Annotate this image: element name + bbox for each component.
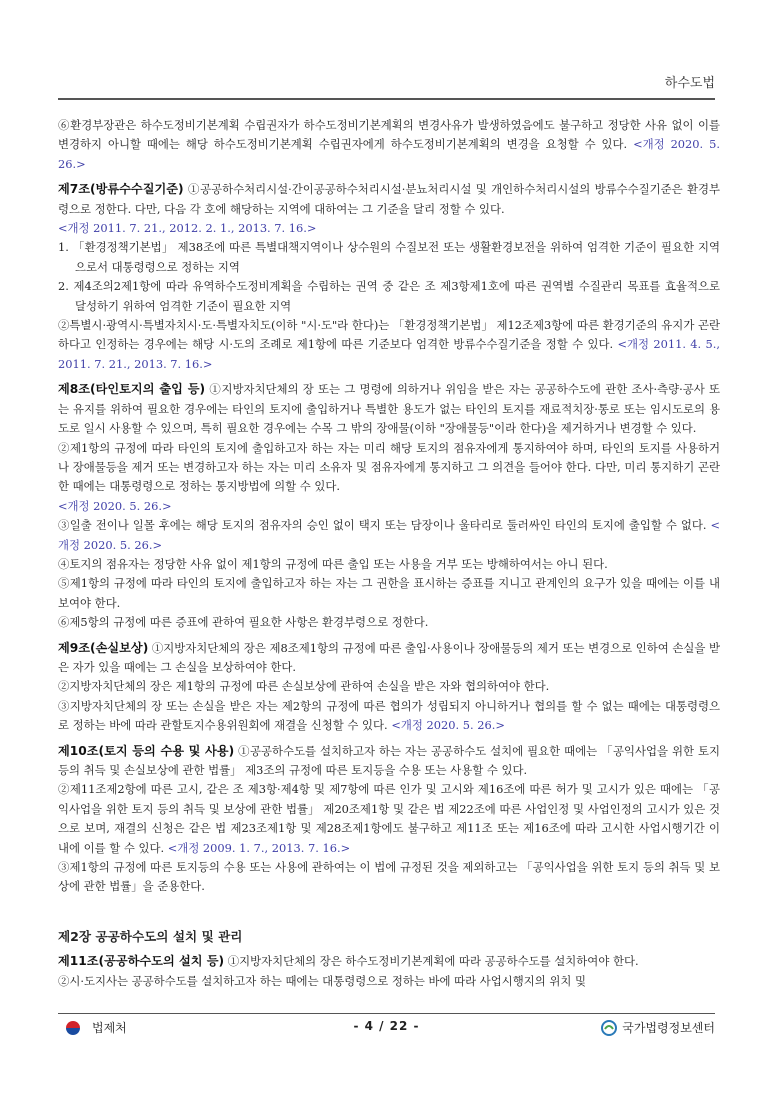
list-item: 2. 제4조의2제1항에 따라 유역하수도정비계획을 수립하는 권역 중 같은 조 제3항제1호에 따른 권역별 수질관리 목표를 효율적으로 달성하기 위하여 엄격한 기준이 필요한 지역 [58, 279, 720, 313]
page-number: - 4 / 22 - [353, 1019, 420, 1033]
paragraph: ⑤제1항의 규정에 따라 타인의 토지에 출입하고자 하는 자는 그 권한을 표시하는 증표를 지니고 관계인의 요구가 있을 때에는 이를 내보여야 한다. [58, 576, 720, 610]
header-divider [58, 98, 715, 100]
paragraph: ③지방자치단체의 장 또는 손실을 받은 자는 제2항의 규정에 따른 협의가 성립되지 아니하거나 협의를 할 수 없는 때에는 대통령령으로 정하는 바에 따라 관할토지수용위원회에 재결을 신청할 수 있다. <개정 2020. 5. 26.> [58, 698, 720, 733]
publisher-name: 법제처 [92, 1021, 127, 1035]
article-title: 제11조(공공하수도의 설치 등) [58, 954, 225, 969]
article-title: 제9조(손실보상) [58, 640, 149, 655]
article-11: 제11조(공공하수도의 설치 등) ①지방자치단체의 장은 하수도정비기본계획에 따라 공공하수도를 설치하여야 한다. [58, 954, 639, 969]
amendment-note: <개정 2011. 7. 21., 2012. 2. 1., 2013. 7. 16.> [58, 221, 317, 236]
document-body [58, 116, 720, 991]
paragraph: ②제1항의 규정에 따라 타인의 토지에 출입하고자 하는 자는 미리 해당 토지의 점유자에게 통지하여야 하며, 타인의 토지를 사용하거나 장애물등을 제거 또는 변경하고자 하는 자는 미리 소유자 및 점유자에게 통지하고 그 의견을 들어야 한다. 다만, 미리 통지하기 곤란한 때에는 대통령령으로 정하는 통지방법에 의할 수 있다. <개정 2020. 5. 26.> [58, 440, 720, 513]
paragraph: ③일출 전이나 일몰 후에는 해당 토지의 점유자의 승인 없이 택지 또는 담장이나 울타리로 둘러싸인 타인의 토지에 출입할 수 없다. <개정 2020. 5. 26.> [58, 518, 721, 552]
paragraph: ⑥제5항의 규정에 따른 증표에 관하여 필요한 사항은 환경부령으로 정한다. [58, 615, 429, 630]
law-center-logo-icon [601, 1020, 617, 1036]
footer-divider [58, 1013, 715, 1014]
article-7: 제7조(방류수수질기준) ①공공하수처리시설·간이공공하수처리시설·분뇨처리시설 및 개인하수처리시설의 방류수수질기준은 환경부령으로 정한다. 다만, 다음 각 호에 해당하는 지역에 대하여는 그 기준을 달리 정할 수 있다. <개정 2011. 7. 21., 2012. 2. 1., 2013. 7. 16.> [58, 182, 720, 236]
amendment-note: <개정 2020. 5. 26.> [58, 518, 721, 552]
paragraph: ④토지의 점유자는 정당한 사유 없이 제1항의 규정에 따른 출입 또는 사용을 거부 또는 방해하여서는 아니 된다. [58, 556, 608, 571]
paragraph: ②지방자치단체의 장은 제1항의 규정에 따른 손실보상에 관하여 손실을 받은 자와 협의하여야 한다. [58, 679, 550, 694]
article-title: 제10조(토지 등의 수용 및 사용) [58, 743, 235, 758]
amendment-note: <개정 2020. 5. 26.> [58, 137, 720, 171]
paragraph: ③제1항의 규정에 따른 토지등의 수용 또는 사용에 관하여는 이 법에 규정된 것을 제외하고는 「공익사업을 위한 토지 등의 취득 및 보상에 관한 법률」을 준용한다. [58, 860, 720, 894]
amendment-note: <개정 2020. 5. 26.> [58, 498, 172, 513]
source-name: 국가법령정보센터 [622, 1021, 715, 1035]
paragraph: ②시·도지사는 공공하수도를 설치하고자 하는 때에는 대통령령으로 정하는 바에 따라 사업시행지의 위치 및 [58, 973, 586, 988]
article-8: 제8조(타인토지의 출입 등) ①지방자치단체의 장 또는 그 명령에 의하거나 위임을 받은 자는 공공하수도에 관한 조사·측량·공사 또는 유지를 위하여 필요한 경우에는 타인의 토지에 출입하거나 특별한 용도가 없는 타인의 토지를 재료적치장·통로 또는 임시도로의 용도로 일시 사용할 수 있으며, 특히 필요한 경우에는 수목 그 밖의 장애물(이하 "장애물등"이라 한다)을 제거하거나 변경할 수 있다. [58, 382, 721, 436]
list-item: 1. 「환경정책기본법」 제38조에 따른 특별대책지역이나 상수원의 수질보전 또는 생활환경보전을 위하여 엄격한 기준이 필요한 지역으로서 대통령령으로 정하는 지역 [58, 240, 720, 274]
amendment-note: <개정 2011. 4. 5., 2011. 7. 21., 2013. 7. 16.> [58, 337, 720, 371]
amendment-note: <개정 2009. 1. 7., 2013. 7. 16.> [167, 840, 351, 855]
chapter-heading: 제2장 공공하수도의 설치 및 관리 [58, 928, 243, 944]
article-9: 제9조(손실보상) ①지방자치단체의 장은 제8조제1항의 규정에 따른 출입·사용이나 장애물등의 제거 또는 변경으로 인하여 손실을 받은 자가 있을 때에는 그 손실을 보상하여야 한다. [58, 640, 720, 674]
intro-paragraph: ⑥환경부장관은 하수도정비기본계획 수립권자가 하수도정비기본계획의 변경사유가 발생하였음에도 불구하고 정당한 사유 없이 이를 변경하지 아니할 때에는 해당 하수도정비기본계획 수립권자에게 하수도정비기본계획의 변경을 요청할 수 있다. <개정 2020. 5. 26.> [58, 118, 720, 171]
article-title: 제8조(타인토지의 출입 등) [58, 382, 206, 397]
footer [58, 1017, 715, 1039]
article-10: 제10조(토지 등의 수용 및 사용) ①공공하수도를 설치하고자 하는 자는 공공하수도 설치에 필요한 때에는 「공익사업을 위한 토지 등의 취득 및 손실보상에 관한 법률」 제3조의 규정에 따른 토지등을 수용 또는 사용할 수 있다. [58, 743, 720, 777]
footer-source [601, 1019, 715, 1036]
paragraph: ②특별시·광역시·특별자치시·도·특별자치도(이하 "시·도"라 한다)는 「환경정책기본법」 제12조제3항에 따른 환경기준의 유지가 곤란하다고 인정하는 경우에는 해당 시·도의 조례로 제1항에 따른 기준보다 엄격한 방류수수질기준을 정할 수 있다. <개정 2011. 4. 5., 2011. 7. 21., 2013. 7. 16.> [58, 318, 720, 371]
article-title: 제7조(방류수수질기준) [58, 182, 184, 197]
amendment-note: <개정 2020. 5. 26.> [391, 718, 505, 733]
document-title: 하수도법 [664, 76, 715, 91]
paragraph: ②제11조제2항에 따른 고시, 같은 조 제3항·제4항 및 제7항에 따른 인가 및 고시와 제16조에 따른 허가 및 고시가 있은 때에는 「공익사업을 위한 토지 등의 취득 및 보상에 관한 법률」 제20조제1항 및 같은 법 제22조에 따른 사업인정 및 사업인정의 고시가 있은 것으로 보며, 재결의 신청은 같은 법 제23조제1항 및 제28조제1항에도 불구하고 제11조 또는 제16조에 따라 고시한 사업시행기간 이내에 이를 할 수 있다. <개정 2009. 1. 7., 2013. 7. 16.> [58, 782, 720, 855]
